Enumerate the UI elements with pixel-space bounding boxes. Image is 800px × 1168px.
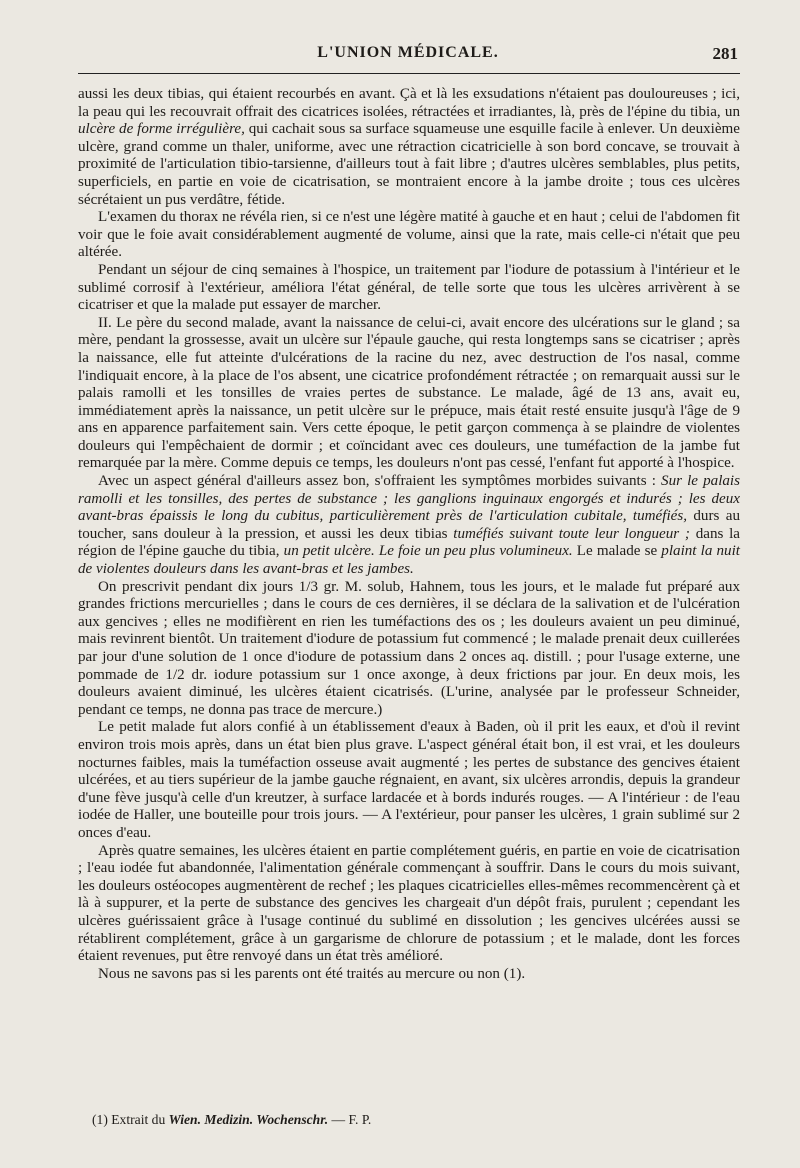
running-header bbox=[78, 44, 738, 66]
paragraph-2: L'examen du thorax ne révéla rien, si ce n'est une légère matité à gauche et en haut ; celui de l'abdomen fit voir que le foie avait considérablement augmenté de volume, ainsi que la rate, mais celle-ci n'était que peu altérée. bbox=[78, 209, 740, 261]
paragraph-5: Avec un aspect général d'ailleurs assez bon, s'offraient les symptômes morbides suivants : Sur le palais ramolli et les tonsilles, des pertes de substance ; les ganglions inguinaux engorgés et indurés ; les deux avant-bras épaissis le long du cubitus, particulièrement près de l'articulation cubitale, tuméfiés, durs au toucher, sans douleur à la pression, et aussi les deux tibias tuméfiés suivant toute leur longueur ; dans la région de l'épine gauche du tibia, un petit ulcère. Le foie un peu plus volumineux. Le malade se plaint la nuit de violentes douleurs dans les avant-bras et les jambes. bbox=[78, 473, 741, 578]
header-rule bbox=[78, 73, 740, 74]
paragraph-3: Pendant un séjour de cinq semaines à l'hospice, un traitement par l'iodure de potassium à l'intérieur et le sublimé corrosif à l'extérieur, améliora l'état général, de telle sorte que tous les ulcères arrivèrent à se cicatriser et que la malade put essayer de marcher. bbox=[78, 261, 740, 314]
paragraph-8: Après quatre semaines, les ulcères étaient en partie complétement guéris, en partie en voie de cicatrisation ; l'eau iodée fut abandonnée, l'alimentation générale commençant à souffrir. Dans le cours du mois suivant, les douleurs ostéocopes augmentèrent de rechef ; les plaques cicatricielles elles-mêmes recommencèrent çà et là à suppurer, et la perte de substance des gencives les chargeait d'un dépôt frais, purulent ; cependant les ulcères guérissaient grâce à l'usage continué du sublimé en dissolution ; les gencives ulcérées aussi se rétablirent complétement, grâce à un gargarisme de chlorure de potassium ; et le malade, dont les forces étaient revenues, put être renvoyé dans un état très amélioré. bbox=[78, 842, 740, 965]
paragraph-7: Le petit malade fut alors confié à un établissement d'eaux à Baden, où il prit les eaux, et d'où il revint environ trois mois après, dans un état bien plus grave. L'aspect général était bon, il est vrai, et les douleurs nocturnes faibles, mais la tuméfaction osseuse avait augmenté ; les pertes de substance des gencives étaient ulcérées, et au tiers supérieur de la jambe gauche régnaient, en avant, six ulcères arrondis, depuis la grandeur d'une fève jusqu'à celle d'un kreutzer, à surface lardacée et à bords indurés rouges. — A l'intérieur : de l'eau iodée de Haller, une bouteille pour trois jours. — A l'extérieur, pour panser les ulcères, 1 grain sublimé sur 2 onces d'eau. bbox=[78, 719, 740, 841]
paragraph-4: II. Le père du second malade, avant la naissance de celui-ci, avait encore des ulcérations sur le gland ; sa mère, pendant la grossesse, avait un ulcère sur l'épaule gauche, qui resta longtemps sans se cicatriser ; après la naissance, elle fut atteinte d'ulcérations de la racine du nez, avec destruction de l'os nasal, comme l'indiquait encore, à la place de l'os absent, une cicatrice profondément rétractée ; on remarquait aussi sur le palais ramolli et les tonsilles de vraies pertes de substance. Le malade, âgé de 13 ans, avait eu, immédiatement après la naissance, un petit ulcère sur le prépuce, mais était resté ensuite jusqu'à l'âge de 9 ans en apparence parfaitement sain. Vers cette époque, le petit garçon commença à se plaindre de violentes douleurs qui l'empêchaient de dormir ; et coïncidant avec ces douleurs, une tuméfaction de la jambe fut remarquée par la mère. Comme depuis ce temps, les douleurs n'ont pas cessé, l'enfant fut apporté à l'hospice. bbox=[78, 314, 740, 472]
footnote: (1) Extrait du Wien. Medizin. Wochenschr. — F. P. bbox=[92, 1112, 372, 1127]
article-body bbox=[78, 86, 740, 983]
paragraph-6: On prescrivit pendant dix jours 1/3 gr. M. solub, Hahnem, tous les jours, et le malade fut préparé aux grandes frictions mercurielles ; dans le cours de ces dernières, il se déclara de la salivation et de l'ulcération aux gencives ; elles ne modifièrent en rien les tuméfactions des os ; les douleurs avaient un peu diminué, mais revinrent bientôt. Un traitement d'iodure de potassium fut commencé ; le malade prenait deux cuillerées par jour d'une solution de 1 once d'iodure de potassium dans 2 onces aq. distill. ; pour l'usage externe, une pommade de 1/2 dr. iodure potassium sur 1 once axonge, à deux frictions par jour. En deux mois, les douleurs avaient diminué, les ulcères étaient cicatrisés. (L'urine, analysée par le professeur Schneider, pendant ce temps, ne donna pas trace de mercure.) bbox=[78, 578, 740, 718]
journal-title: L'UNION MÉDICALE. bbox=[317, 44, 499, 61]
page-number: 281 bbox=[712, 44, 738, 63]
paragraph-1: aussi les deux tibias, qui étaient recourbés en avant. Çà et là les exsudations n'étaient pas douloureuses ; ici, la peau qui les recouvrait offrait des cicatrices isolées, rétractées et irradiantes, là, près de l'épine du tibia, un ulcère de forme irrégulière, qui cachait sous sa surface squameuse une esquille facile à enlever. Un deuxième ulcère, grand comme un thaler, uniforme, avec une rétraction cicatricielle à son bord concave, se trouvait à proximité de l'articulation tibio-tarsienne, d'ailleurs tout à fait libre ; d'autres ulcères semblables, plus petits, superficiels, en partie en voie de cicatrisation, se montraient encore à la jambe droite ; tous ces ulcères sécrétaient un pus verdâtre, fétide. bbox=[78, 86, 740, 208]
paragraph-9: Nous ne savons pas si les parents ont été traités au mercure ou non (1). bbox=[98, 965, 526, 982]
